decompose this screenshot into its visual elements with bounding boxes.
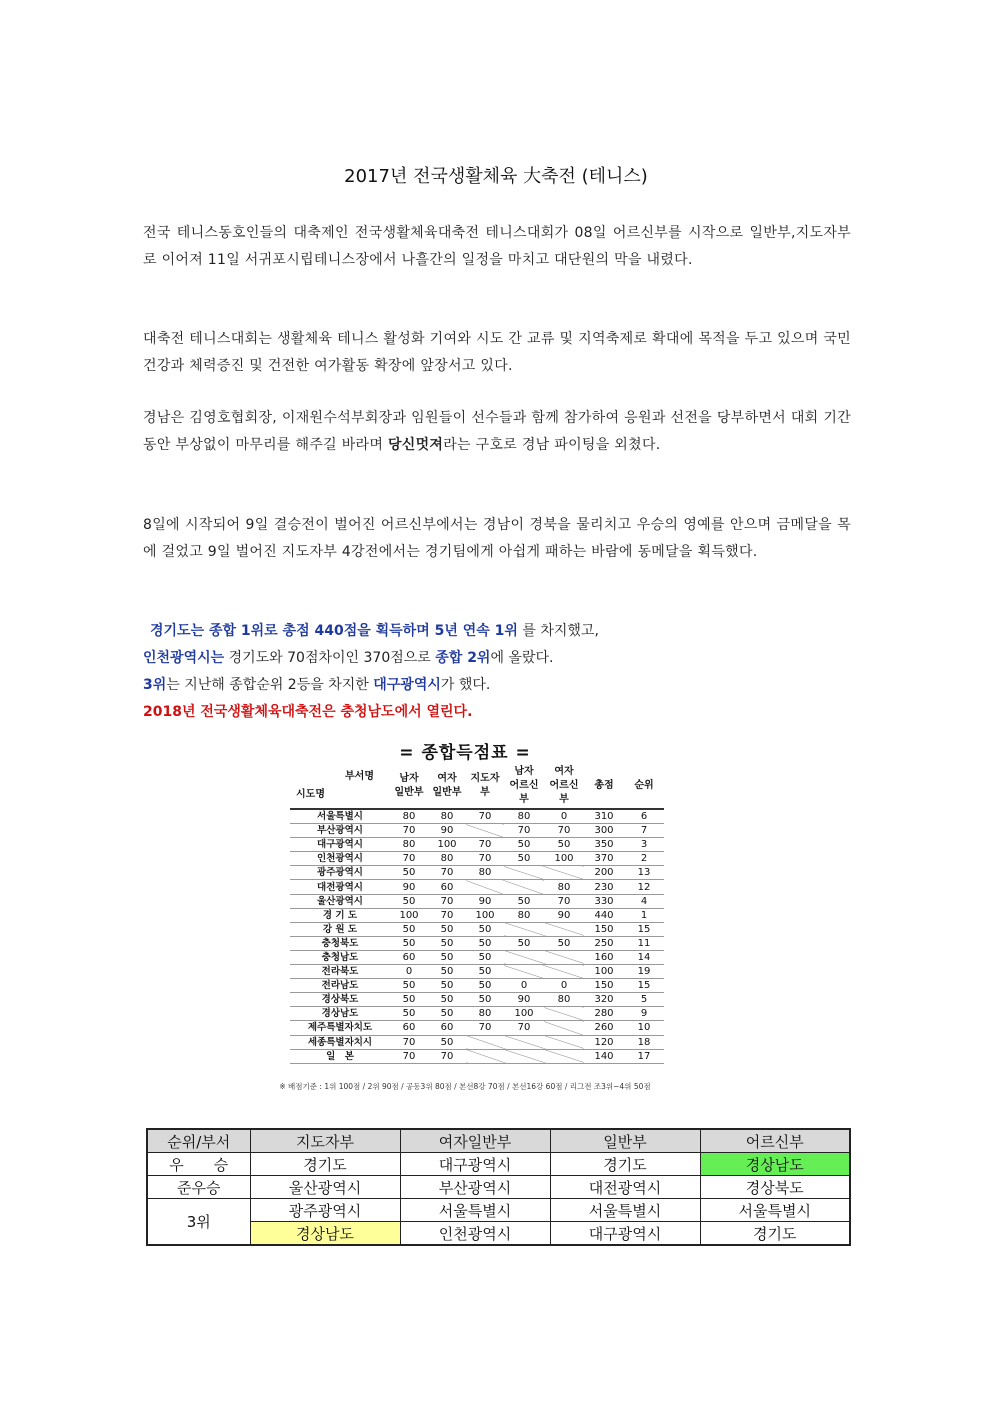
score-table-row: [290, 993, 664, 1007]
score-region-name: 대전광역시: [290, 880, 390, 894]
score-table-row: [290, 908, 664, 922]
ranking-table: [146, 1128, 851, 1246]
document-title: 2017년 전국생활체육 大축전 (테니스): [344, 166, 648, 187]
paragraph-purpose: 대축전 테니스대회는 생활체육 테니스 활성화 기여와 시도 간 교류 및 지역축제로 확대에 목적을 두고 있으며 국민건강과 체력증진 및 건전한 여가활동 확장에 앞장서고 있다.: [143, 331, 851, 374]
score-cell: 80: [544, 880, 584, 894]
score-table-row: [290, 1021, 664, 1035]
score-region-name: 광주광역시: [290, 866, 390, 880]
score-cell: 70: [390, 1049, 428, 1063]
score-cell: 80: [466, 866, 504, 880]
score-cell: 2: [624, 852, 664, 866]
paragraph-gyeongnam: [143, 405, 851, 459]
score-cell: 14: [624, 950, 664, 964]
para3-text: 경남은 김영호협회장, 이재원수석부회장과 임원들이 선수들과 함께 참가하여 응원과 선전을 당부하면서 대회 기간동안 부상없이 마무리를 해주길 바라며: [143, 410, 851, 453]
ranking-row-third: [147, 1199, 850, 1222]
score-cell: 6: [624, 809, 664, 824]
score-table-row: [290, 936, 664, 950]
score-cell: 70: [504, 1021, 544, 1035]
score-cell: 160: [584, 950, 624, 964]
score-cell: 50: [390, 894, 428, 908]
score-region-name: 서울특별시: [290, 809, 390, 824]
score-cell: 60: [428, 880, 466, 894]
ranking-header: 지도자부: [250, 1129, 400, 1153]
score-cell: 5: [624, 993, 664, 1007]
score-cell: [544, 922, 584, 936]
score-table-note: ※ 배점기준 : 1위 100점 / 2위 90점 / 공동3위 80점 / 본선8강 70점 / 본선16강 60점 / 리그전 조3위~4위 50점: [279, 1082, 651, 1091]
ranking-row-third-b: [147, 1222, 850, 1246]
score-cell: 50: [466, 965, 504, 979]
score-cell: 1: [624, 908, 664, 922]
score-table-row: [290, 922, 664, 936]
score-cell: 60: [390, 950, 428, 964]
score-cell: 80: [466, 1007, 504, 1021]
result-line-2: [143, 645, 851, 672]
ranking-row-winner: [147, 1153, 850, 1176]
score-cell: 80: [544, 993, 584, 1007]
ranking-header: 여자일반부: [400, 1129, 550, 1153]
score-region-name: 대구광역시: [290, 838, 390, 852]
score-cell: 15: [624, 979, 664, 993]
score-cell: [504, 1035, 544, 1049]
result-line-1: [143, 618, 851, 645]
ranking-cell: 부산광역시: [400, 1176, 550, 1199]
score-cell: [504, 880, 544, 894]
ranking-cell: 대구광역시: [400, 1153, 550, 1176]
score-region-name: 전라남도: [290, 979, 390, 993]
score-cell: 300: [584, 824, 624, 838]
score-cell: [544, 866, 584, 880]
score-cell: 7: [624, 824, 664, 838]
score-cell: 50: [504, 894, 544, 908]
score-table-figure: [220, 738, 710, 1098]
score-table-row: [290, 866, 664, 880]
score-cell: [544, 1049, 584, 1063]
score-cell: 50: [504, 852, 544, 866]
score-cell: 70: [428, 1049, 466, 1063]
score-cell: 280: [584, 1007, 624, 1021]
score-col-header: 남자 일반부: [390, 764, 428, 809]
score-cell: 50: [390, 866, 428, 880]
result-first-place: 경기도는 종합 1위로 총점 440점을 획득하며 5년 연속 1위: [150, 623, 518, 639]
score-cell: 120: [584, 1035, 624, 1049]
score-table-row: [290, 894, 664, 908]
score-cell: [466, 1035, 504, 1049]
score-table-row: [290, 1049, 664, 1063]
score-cell: 90: [390, 880, 428, 894]
score-cell: 200: [584, 866, 624, 880]
score-cell: 50: [544, 936, 584, 950]
score-cell: 260: [584, 1021, 624, 1035]
score-cell: 50: [428, 993, 466, 1007]
ranking-cell: 경상북도: [700, 1176, 850, 1199]
ranking-header: 일반부: [550, 1129, 700, 1153]
score-table-row: [290, 852, 664, 866]
paragraph-matches: 8일에 시작되어 9일 결승전이 벌어진 어르신부에서는 경남이 경북을 물리치고 우승의 영예를 안으며 금메달을 목에 걸었고 9일 벌어진 지도자부 4강전에서는 경기팀에게 아쉽게 패하는 바람에 동메달을 획득했다.: [143, 517, 851, 560]
score-cell: 150: [584, 922, 624, 936]
score-cell: 50: [428, 1007, 466, 1021]
score-cell: [504, 965, 544, 979]
score-col-header: 여자 어르신 부: [544, 764, 584, 809]
score-cell: [504, 1049, 544, 1063]
ranking-cell: 서울특별시: [700, 1199, 850, 1222]
ranking-cell-highlight: 경상남도: [700, 1153, 850, 1176]
ranking-cell: 서울특별시: [400, 1199, 550, 1222]
score-table-row: [290, 979, 664, 993]
score-table-row: [290, 965, 664, 979]
score-region-name: 인천광역시: [290, 852, 390, 866]
score-cell: 18: [624, 1035, 664, 1049]
ranking-cell-highlight: 경상남도: [250, 1222, 400, 1246]
score-cell: 70: [466, 809, 504, 824]
score-cell: 3: [624, 838, 664, 852]
score-cell: 330: [584, 894, 624, 908]
score-table-row: [290, 1007, 664, 1021]
score-cell: 70: [390, 852, 428, 866]
ranking-header-row: [147, 1129, 850, 1153]
score-cell: 90: [504, 993, 544, 1007]
result-line-3-text: 는 지난해 종합순위 2등을 차지한: [166, 677, 374, 693]
result-second-team: 인천광역시는: [143, 650, 225, 666]
result-line-2-end: 에 올랐다.: [490, 650, 554, 666]
corner-bottom-label: 시도명: [296, 789, 325, 800]
score-cell: 100: [428, 838, 466, 852]
score-cell: 50: [466, 979, 504, 993]
score-cell: 70: [544, 894, 584, 908]
score-cell: 440: [584, 908, 624, 922]
result-second-place: 종합 2위: [435, 650, 491, 666]
score-table-header: [290, 764, 664, 809]
score-cell: [466, 1049, 504, 1063]
score-table-title: = 종합득점표 =: [399, 743, 531, 763]
score-cell: [504, 922, 544, 936]
score-cell: 60: [428, 1021, 466, 1035]
result-third-team: 대구광역시: [373, 677, 441, 693]
score-table-row: [290, 809, 664, 824]
score-col-header: 여자 일반부: [428, 764, 466, 809]
score-cell: 50: [390, 936, 428, 950]
score-table-row: [290, 838, 664, 852]
score-cell: 100: [504, 1007, 544, 1021]
score-cell: 80: [390, 809, 428, 824]
score-cell: 4: [624, 894, 664, 908]
score-cell: 50: [428, 965, 466, 979]
score-cell: [504, 950, 544, 964]
score-cell: 0: [544, 979, 584, 993]
score-table-row: [290, 824, 664, 838]
score-region-name: 강 원 도: [290, 922, 390, 936]
score-cell: 90: [466, 894, 504, 908]
slogan-text: 당신멋져: [387, 437, 444, 453]
ranking-cell: 서울특별시: [550, 1199, 700, 1222]
score-cell: 90: [544, 908, 584, 922]
results-summary: [143, 618, 851, 726]
score-cell: 0: [544, 809, 584, 824]
score-cell: 50: [390, 1007, 428, 1021]
result-next-host: 2018년 전국생활체육대축전은 충청남도에서 열린다.: [143, 704, 473, 720]
ranking-cell: 경기도: [550, 1153, 700, 1176]
score-col-header: 순위: [624, 764, 664, 809]
score-cell: 80: [428, 852, 466, 866]
score-cell: 350: [584, 838, 624, 852]
score-region-name: 경 기 도: [290, 908, 390, 922]
ranking-cell: 인천광역시: [400, 1222, 550, 1246]
score-table-row: [290, 950, 664, 964]
score-cell: [544, 1007, 584, 1021]
score-cell: 100: [390, 908, 428, 922]
score-cell: 310: [584, 809, 624, 824]
ranking-cell: 울산광역시: [250, 1176, 400, 1199]
score-cell: [466, 824, 504, 838]
score-cell: 100: [466, 908, 504, 922]
score-cell: 50: [504, 838, 544, 852]
score-cell: 80: [504, 809, 544, 824]
score-table-row: [290, 1035, 664, 1049]
score-cell: 250: [584, 936, 624, 950]
score-cell: 70: [466, 1021, 504, 1035]
score-cell: 70: [390, 824, 428, 838]
score-cell: 140: [584, 1049, 624, 1063]
score-cell: 50: [466, 922, 504, 936]
score-cell: [466, 880, 504, 894]
score-cell: 50: [466, 936, 504, 950]
score-region-name: 일 본: [290, 1049, 390, 1063]
score-cell: [544, 1035, 584, 1049]
score-cell: 12: [624, 880, 664, 894]
ranking-cell: 광주광역시: [250, 1199, 400, 1222]
corner-top-label: 부서명: [345, 771, 374, 782]
score-cell: 60: [390, 1021, 428, 1035]
result-line-3: [143, 672, 851, 699]
score-cell: 0: [390, 965, 428, 979]
score-region-name: 충청남도: [290, 950, 390, 964]
score-region-name: 부산광역시: [290, 824, 390, 838]
score-cell: 150: [584, 979, 624, 993]
score-cell: 70: [466, 852, 504, 866]
score-cell: 100: [544, 852, 584, 866]
score-region-name: 경상북도: [290, 993, 390, 1007]
score-cell: 50: [428, 936, 466, 950]
score-col-header: 총점: [584, 764, 624, 809]
result-line-2-text: 경기도와 70점차이인 370점으로: [224, 650, 436, 666]
score-cell: [544, 950, 584, 964]
result-third-label: 3위: [143, 677, 167, 693]
score-cell: 0: [504, 979, 544, 993]
score-cell: [544, 1021, 584, 1035]
score-cell: 70: [504, 824, 544, 838]
paragraph-intro: 전국 테니스동호인들의 대축제인 전국생활체육대축전 테니스대회가 08일 어르신부를 시작으로 일반부,지도자부로 이어져 11일 서귀포시립테니스장에서 나흘간의 일정을 마치고 대단원의 막을 내렸다.: [143, 225, 851, 268]
score-col-header: 지도자 부: [466, 764, 504, 809]
ranking-cell: 대전광역시: [550, 1176, 700, 1199]
score-cell: 13: [624, 866, 664, 880]
result-line-3-end: 가 했다.: [440, 677, 491, 693]
score-cell: [544, 965, 584, 979]
score-cell: 100: [584, 965, 624, 979]
score-cell: 50: [390, 922, 428, 936]
score-cell: 50: [390, 993, 428, 1007]
score-cell: 19: [624, 965, 664, 979]
score-cell: 70: [428, 894, 466, 908]
score-cell: 17: [624, 1049, 664, 1063]
score-cell: 9: [624, 1007, 664, 1021]
score-region-name: 전라북도: [290, 965, 390, 979]
score-cell: 50: [428, 950, 466, 964]
score-cell: 10: [624, 1021, 664, 1035]
ranking-row-label: 3위: [147, 1199, 250, 1246]
score-table: [290, 764, 664, 1064]
score-cell: 70: [428, 866, 466, 880]
score-region-name: 경상남도: [290, 1007, 390, 1021]
score-cell: 50: [544, 838, 584, 852]
ranking-header: 어르신부: [700, 1129, 850, 1153]
para3-text-after: 라는 구호로 경남 파이팅을 외쳤다.: [443, 437, 661, 453]
ranking-row-runner-up: [147, 1176, 850, 1199]
result-line-1-rest: 를 차지했고,: [517, 623, 599, 639]
score-cell: 50: [504, 936, 544, 950]
score-table-row: [290, 880, 664, 894]
score-cell: 80: [390, 838, 428, 852]
score-cell: 320: [584, 993, 624, 1007]
score-cell: 230: [584, 880, 624, 894]
score-region-name: 제주특별자치도: [290, 1021, 390, 1035]
score-cell: 11: [624, 936, 664, 950]
score-cell: 70: [466, 838, 504, 852]
score-cell: [504, 866, 544, 880]
score-region-name: 충청북도: [290, 936, 390, 950]
ranking-cell: 경기도: [250, 1153, 400, 1176]
score-cell: 80: [504, 908, 544, 922]
ranking-cell: 대구광역시: [550, 1222, 700, 1246]
score-cell: 50: [466, 950, 504, 964]
ranking-row-label: 우 승: [147, 1153, 250, 1176]
ranking-header: 순위/부서: [147, 1129, 250, 1153]
score-cell: 50: [428, 979, 466, 993]
score-cell: 50: [466, 993, 504, 1007]
ranking-cell: 경기도: [700, 1222, 850, 1246]
score-cell: 50: [428, 1035, 466, 1049]
score-cell: 80: [428, 809, 466, 824]
score-col-header: 남자 어르신 부: [504, 764, 544, 809]
score-cell: 70: [390, 1035, 428, 1049]
score-region-name: 울산광역시: [290, 894, 390, 908]
score-cell: 50: [390, 979, 428, 993]
score-cell: 70: [544, 824, 584, 838]
score-cell: 90: [428, 824, 466, 838]
score-corner-header: [290, 764, 390, 809]
ranking-row-label: 준우승: [147, 1176, 250, 1199]
score-region-name: 세종특별자치시: [290, 1035, 390, 1049]
score-cell: 70: [428, 908, 466, 922]
score-cell: 50: [428, 922, 466, 936]
score-cell: 370: [584, 852, 624, 866]
score-cell: 15: [624, 922, 664, 936]
